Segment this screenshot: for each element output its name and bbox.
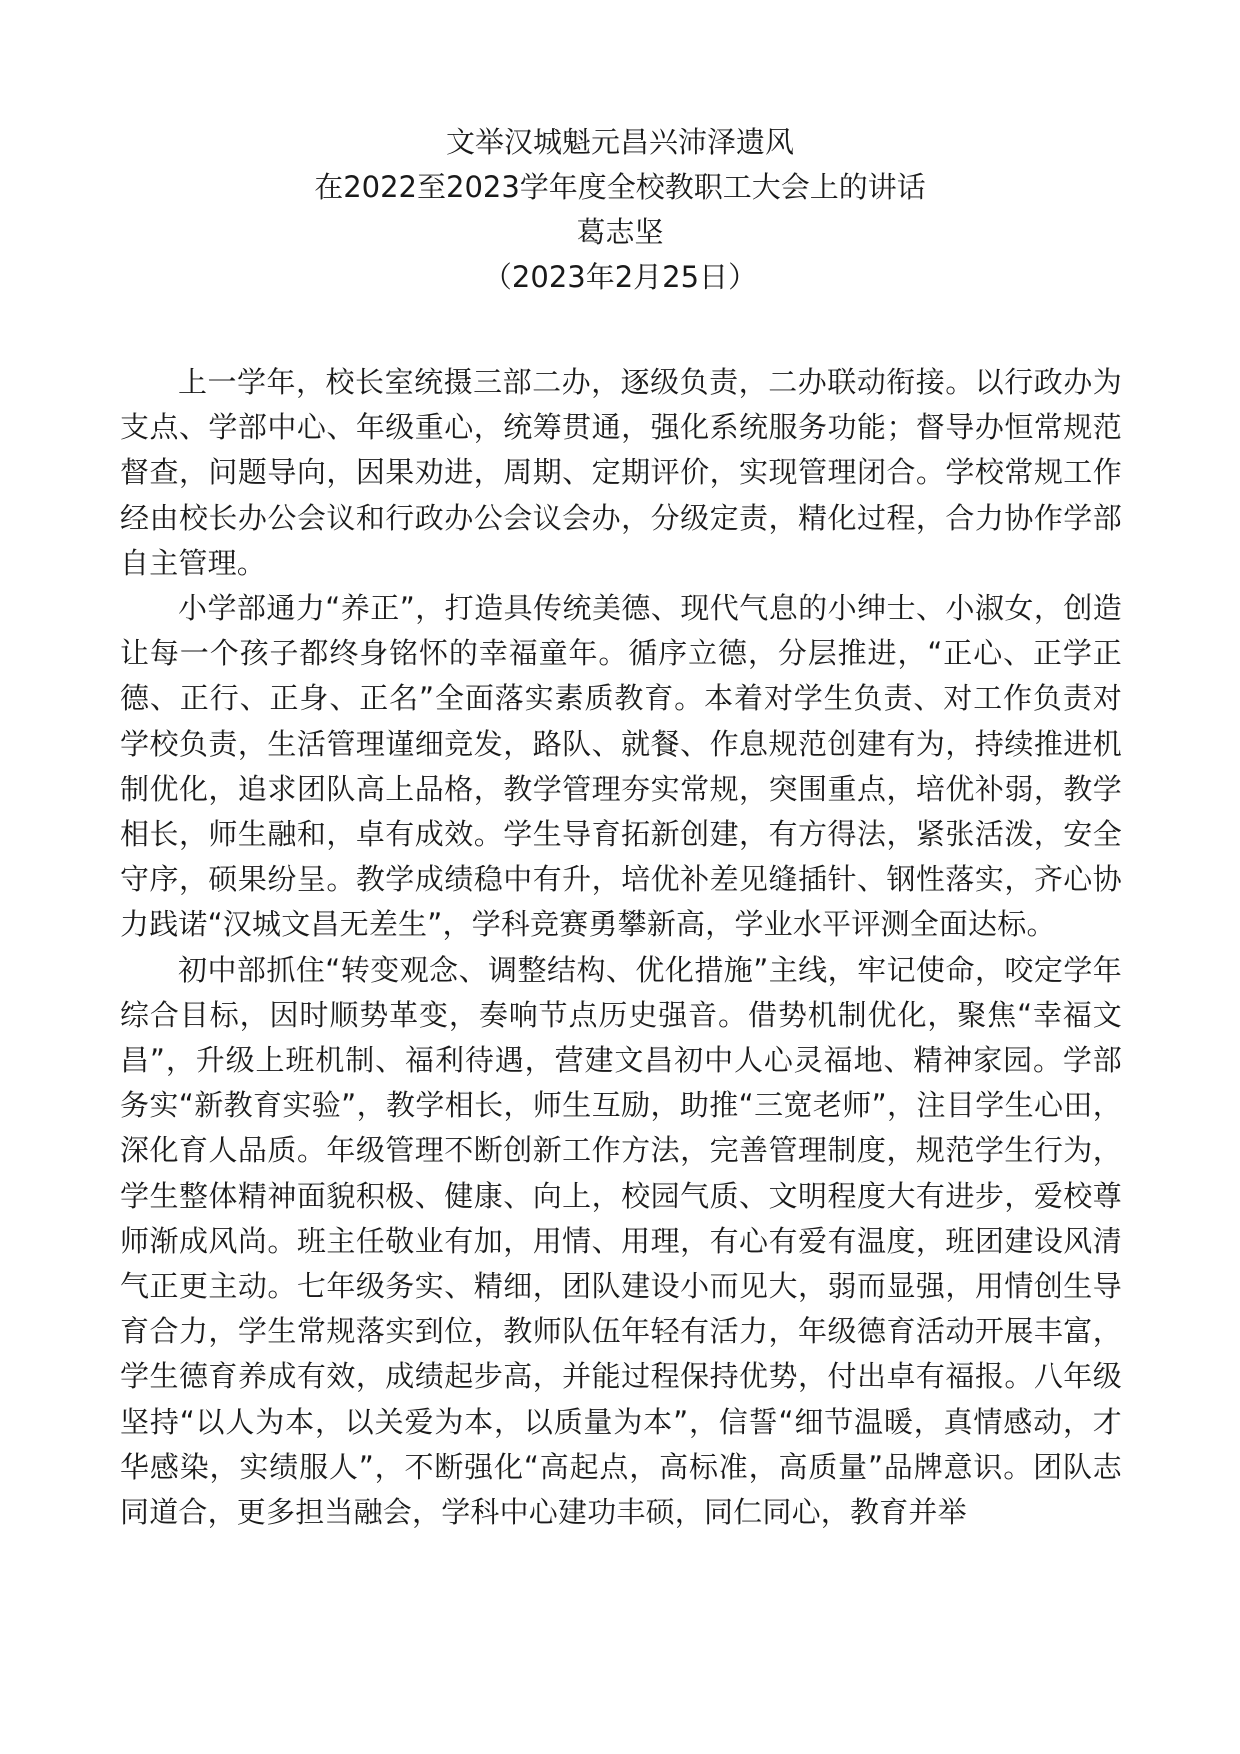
- paragraph-primary-school: 小学部通力“养正”，打造具传统美德、现代气息的小绅士、小淑女，创造让每一个孩子都终身铭怀的幸福童年。循序立德，分层推进，“正心、正学正德、正行、正身、正名”全面落实素质教育。本着对学生负责、对工作负责对学校负责，生活管理谨细竞发，路队、就餐、作息规范创建有为，持续推进机制优化，追求团队高上品格，教学管理夯实常规，突围重点，培优补弱，教学相长，师生融和，卓有成效。学生导育拓新创建，有方得法，紧张活泼，安全守序，硕果纷呈。教学成绩稳中有升，培优补差见缝插针、钢性落实，齐心协力践诺“汉城文昌无差生”，学科竞赛勇攀新高，学业水平评测全面达标。: [120, 591, 1122, 942]
- document-header: [0, 120, 1240, 300]
- paragraph-principal-office: 上一学年，校长室统摄三部二办，逐级负责，二办联动衔接。以行政办为支点、学部中心、年级重心，统筹贯通，强化系统服务功能；督导办恒常规范督查，问题导向，因果劝进，周期、定期评价，实现管理闭合。学校常规工作经由校长办公会议和行政办公会议会办，分级定责，精化过程，合力协作学部自主管理。: [120, 365, 1122, 580]
- paragraph-junior-high: 初中部抓住“转变观念、调整结构、优化措施”主线，牢记使命，咬定学年综合目标，因时顺势革变，奏响节点历史强音。借势机制优化，聚焦“幸福文昌”，升级上班机制、福利待遇，营建文昌初中人心灵福地、精神家园。学部务实“新教育实验”，教学相长，师生互励，助推“三宽老师”，注目学生心田，深化育人品质。年级管理不断创新工作方法，完善管理制度，规范学生行为，学生整体精神面貌积极、健康、向上，校园气质、文明程度大有进步，爱校尊师渐成风尚。班主任敬业有加，用情、用理，有心有爱有温度，班团建设风清气正更主动。七年级务实、精细，团队建设小而见大，弱而显强，用情创生导育合力，学生常规落实到位，教师队伍年轻有活力，年级德育活动开展丰富，学生德育养成有效，成绩起步高，并能过程保持优势，付出卓有福报。八年级坚持“以人为本，以关爱为本，以质量为本”，信誓“细节温暖，真情感动，才华感染，实绩服人”，不断强化“高起点，高标准，高质量”品牌意识。团队志同道合，更多担当融会，学科中心建功丰硕，同仁同心，教育并举: [120, 952, 1122, 1530]
- document-body: [120, 360, 1122, 1535]
- document-subtitle: 在2022至2023学年度全校教职工大会上的讲话: [314, 170, 926, 204]
- document-title: 文举汉城魁元昌兴沛泽遗风: [445, 125, 794, 159]
- document-date: （2023年2月25日）: [482, 260, 758, 294]
- document-author: 葛志坚: [576, 215, 664, 249]
